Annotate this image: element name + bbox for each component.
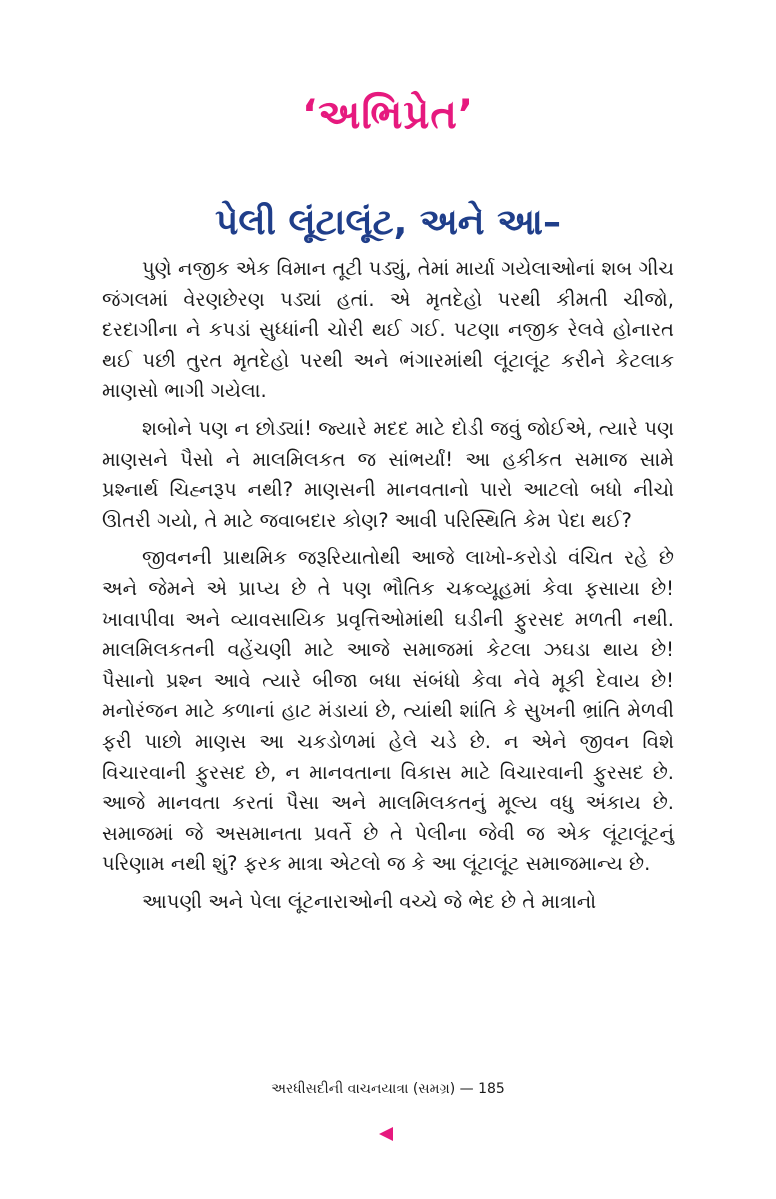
section-title: ‘અભિપ્રેત’ bbox=[301, 92, 475, 138]
article-body bbox=[102, 254, 674, 924]
page-footer: અરધીસદીની વાચનયાત્રા (સમગ્ર) — 185 bbox=[271, 1081, 505, 1097]
paragraph-2: શબોને પણ ન છોડ્યાં! જ્યારે મદદ માટે દોડી જવું જોઈએ, ત્યારે પણ માણસને પૈસો ને માલમિલકત જ સાંભર્યાં! આ હકીકત સમાજ સામે પ્રશ્નાર્થ ચિહ્નરૂપ નથી? માણસની માનવતાનો પારો આટલો બધો નીચો ઊતરી ગયો, તે માટે જવાબદાર કોણ? આવી પરિસ્થિતિ કેમ પેદા થઈ? bbox=[102, 416, 674, 532]
paragraph-1: પુણે નજીક એક વિમાન તૂટી પડ્યું, તેમાં માર્યા ગયેલાઓનાં શબ ગીચ જંગલમાં વેરણછેરણ પડ્યાં હતાં. એ મૃતદેહો પરથી કીમતી ચીજો, દરદાગીના ને કપડાં સુધ્ધાંની ચોરી થઈ ગઈ. પટણા નજીક રેલવે હોનારત થઈ પછી તુરત મૃતદેહો પરથી અને ભંગારમાંથી લૂંટાલૂંટ કરીને કેટલાક માણસો ભાગી ગયેલા. bbox=[102, 257, 674, 403]
paragraph-3: જીવનની પ્રાથમિક જરૂરિયાતોથી આજે લાખો-કરોડો વંચિત રહે છે અને જેમને એ પ્રાપ્ય છે તે પણ ભૌતિક ચક્રવ્યૂહમાં કેવા ફસાયા છે! ખાવાપીવા અને વ્યાવસાયિક પ્રવૃત્તિઓમાંથી ઘડીની ફુરસદ મળતી નથી. માલમિલકતની વહેંચણી માટે આજે સમાજમાં કેટલા ઝઘડા થાય છે! પૈસાનો પ્રશ્ન આવે ત્યારે બીજા બધા સંબંધો કેવા નેવે મૂકી દેવાય છે! મનોરંજન માટે કળાનાં હાટ મંડાયાં છે, ત્યાંથી શાંતિ કે સુખની ભ્રાંતિ મેળવી ફરી પાછો માણસ આ ચકડોળમાં હેલે ચડે છે. ન એને જીવન વિશે વિચારવાની ફુરસદ છે, ન માનવતાના વિકાસ માટે વિચારવાની ફુરસદ છે. આજે માનવતા કરતાં પૈસા અને માલમિલકતનું મૂલ્ય વધુ અંકાય છે. સમાજમાં જે અસમાનતા પ્રવર્તે છે તે પેલીના જેવી જ એક લૂંટાલૂંટનું પરિણામ નથી શું? ફરક માત્રા એટલો જ કે આ લૂંટાલૂંટ સમાજમાન્ય છે. bbox=[102, 546, 674, 876]
paragraph-4: આપણી અને પેલા લૂંટનારાઓની વચ્ચે જે ભેદ છે તે માત્રાનો bbox=[142, 889, 597, 913]
article-title: પેલી લૂંટાલૂંટ, અને આ– bbox=[215, 202, 561, 243]
triangle-left-icon[interactable] bbox=[379, 1127, 393, 1141]
